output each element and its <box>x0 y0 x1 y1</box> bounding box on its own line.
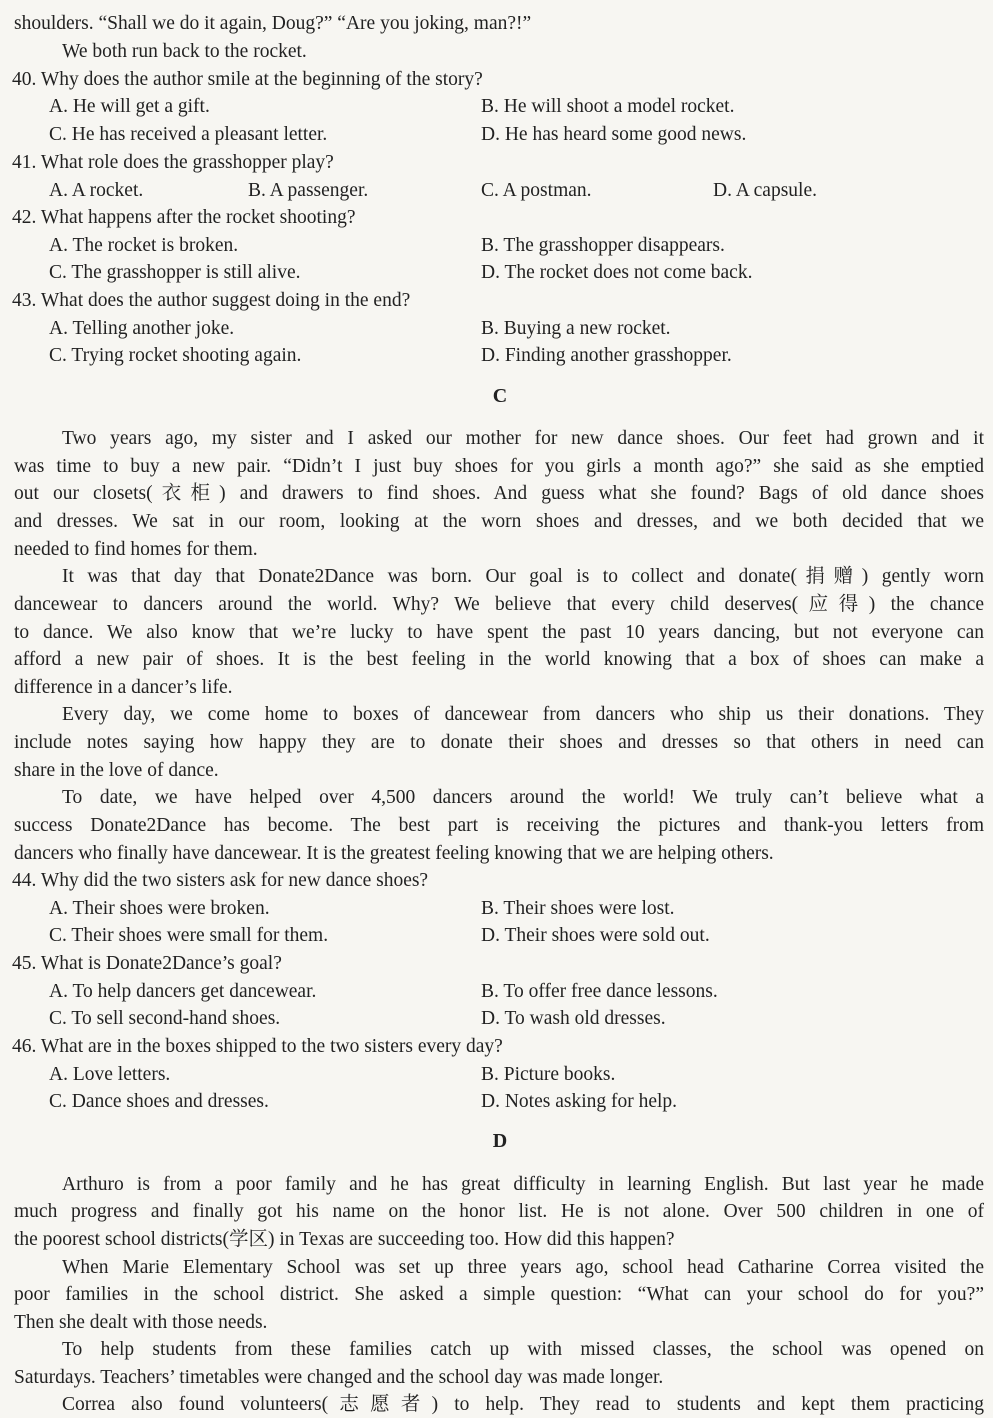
question-45-option-c[interactable]: C. To sell second-hand shoes. <box>49 1008 281 1029</box>
question-43-option-b[interactable]: B. Buying a new rocket. <box>481 318 671 339</box>
question-42-option-b[interactable]: B. The grasshopper disappears. <box>481 235 725 256</box>
question-42-stem: 42. What happens after the rocket shooting? <box>12 207 356 228</box>
question-41-stem: 41. What role does the grasshopper play? <box>12 152 334 173</box>
question-44-stem: 44. Why did the two sisters ask for new dance shoes? <box>12 870 429 891</box>
question-40-stem: 40. Why does the author smile at the beginning of the story? <box>12 69 483 90</box>
passage-c-line: To date, we have helped over 4,500 dancers around the world! We truly can’t believe what a <box>62 787 984 808</box>
question-41-option-b[interactable]: B. A passenger. <box>248 180 369 201</box>
passage-c-line: Every day, we come home to boxes of dancewear from dancers who ship us their donations. They <box>62 704 984 725</box>
passage-c-line: It was that day that Donate2Dance was born. Our goal is to collect and donate(捐赠) gently worn <box>62 566 984 587</box>
passage-b-closing-line: We both run back to the rocket. <box>62 41 307 62</box>
question-44-option-b[interactable]: B. Their shoes were lost. <box>481 898 675 919</box>
question-46-option-c[interactable]: C. Dance shoes and dresses. <box>49 1091 269 1112</box>
question-46-stem: 46. What are in the boxes shipped to the two sisters every day? <box>12 1036 503 1057</box>
passage-c-line: include notes saying how happy they are to donate their shoes and dresses so that others in need can <box>14 732 984 753</box>
passage-d-line: poor families in the school district. She asked a simple question: “What can your school do for you?” <box>14 1284 984 1305</box>
passage-c-line: success Donate2Dance has become. The best part is receiving the pictures and thank-you letters from <box>14 815 984 836</box>
passage-d-line: Then she dealt with those needs. <box>14 1312 268 1333</box>
question-40-option-d[interactable]: D. He has heard some good news. <box>481 124 747 145</box>
question-44-option-c[interactable]: C. Their shoes were small for them. <box>49 925 329 946</box>
question-42-option-d[interactable]: D. The rocket does not come back. <box>481 262 753 283</box>
passage-d-line: Arthuro is from a poor family and he has great difficulty in learning English. But last year he made <box>62 1174 984 1195</box>
passage-d-line: To help students from these families catch up with missed classes, the school was opened on <box>62 1339 984 1360</box>
question-43-stem: 43. What does the author suggest doing in the end? <box>12 290 411 311</box>
question-45-stem: 45. What is Donate2Dance’s goal? <box>12 953 282 974</box>
question-46-option-d[interactable]: D. Notes asking for help. <box>481 1091 678 1112</box>
question-42-option-a[interactable]: A. The rocket is broken. <box>49 235 239 256</box>
question-46-option-a[interactable]: A. Love letters. <box>49 1064 171 1085</box>
passage-b-last-line: shoulders. “Shall we do it again, Doug?” “Are you joking, man?!” <box>14 13 532 34</box>
question-43-option-a[interactable]: A. Telling another joke. <box>49 318 235 339</box>
passage-c-line: dancewear to dancers around the world. Why? We believe that every child deserves(应得) the chance <box>14 594 984 615</box>
passage-c-line: afford a new pair of shoes. It is the best feeling in the world knowing that a box of shoes can make a <box>14 649 984 670</box>
question-40-option-c[interactable]: C. He has received a pleasant letter. <box>49 124 328 145</box>
passage-c-line: dancers who finally have dancewear. It is the greatest feeling knowing that we are helping others. <box>14 843 774 864</box>
passage-c-line: share in the love of dance. <box>14 760 219 781</box>
passage-d-line: Correa also found volunteers(志愿者) to help. They read to students and kept them practicing <box>62 1394 984 1415</box>
passage-d-line: Saturdays. Teachers’ timetables were changed and the school day was made longer. <box>14 1367 664 1388</box>
passage-d-line: When Marie Elementary School was set up three years ago, school head Catharine Correa visited the <box>62 1257 984 1278</box>
passage-c-line: difference in a dancer’s life. <box>14 677 233 698</box>
question-45-option-b[interactable]: B. To offer free dance lessons. <box>481 981 718 1002</box>
section-c-heading: C <box>492 385 508 407</box>
question-41-option-d[interactable]: D. A capsule. <box>713 180 817 201</box>
passage-c-line: needed to find homes for them. <box>14 539 258 560</box>
passage-c-line: to dance. We also know that we’re lucky to have spent the past 10 years dancing, but not everyone can <box>14 622 984 643</box>
question-46-option-b[interactable]: B. Picture books. <box>481 1064 616 1085</box>
passage-d-line: much progress and finally got his name on the honor list. He is not alone. Over 500 children in one of <box>14 1201 984 1222</box>
passage-c-line: was time to buy a new pair. “Didn’t I just buy shoes for you girls a month ago?” she said as she emptied <box>14 456 984 477</box>
question-41-option-c[interactable]: C. A postman. <box>481 180 592 201</box>
question-44-option-a[interactable]: A. Their shoes were broken. <box>49 898 270 919</box>
question-42-option-c[interactable]: C. The grasshopper is still alive. <box>49 262 301 283</box>
question-44-option-d[interactable]: D. Their shoes were sold out. <box>481 925 710 946</box>
question-40-option-b[interactable]: B. He will shoot a model rocket. <box>481 96 735 117</box>
question-45-option-d[interactable]: D. To wash old dresses. <box>481 1008 666 1029</box>
question-45-option-a[interactable]: A. To help dancers get dancewear. <box>49 981 317 1002</box>
passage-c-line: and dresses. We sat in our room, looking at the worn shoes and dresses, and we both decided that we <box>14 511 984 532</box>
passage-d-line: the poorest school districts(学区) in Texas are succeeding too. How did this happen? <box>14 1229 675 1250</box>
question-40-option-a[interactable]: A. He will get a gift. <box>49 96 210 117</box>
passage-c-line: out our closets(衣柜) and drawers to find shoes. And guess what she found? Bags of old dance shoes <box>14 483 984 504</box>
passage-c-line: Two years ago, my sister and I asked our mother for new dance shoes. Our feet had grown and it <box>62 428 984 449</box>
section-d-heading: D <box>492 1130 508 1152</box>
question-43-option-c[interactable]: C. Trying rocket shooting again. <box>49 345 302 366</box>
question-43-option-d[interactable]: D. Finding another grasshopper. <box>481 345 732 366</box>
question-41-option-a[interactable]: A. A rocket. <box>49 180 144 201</box>
